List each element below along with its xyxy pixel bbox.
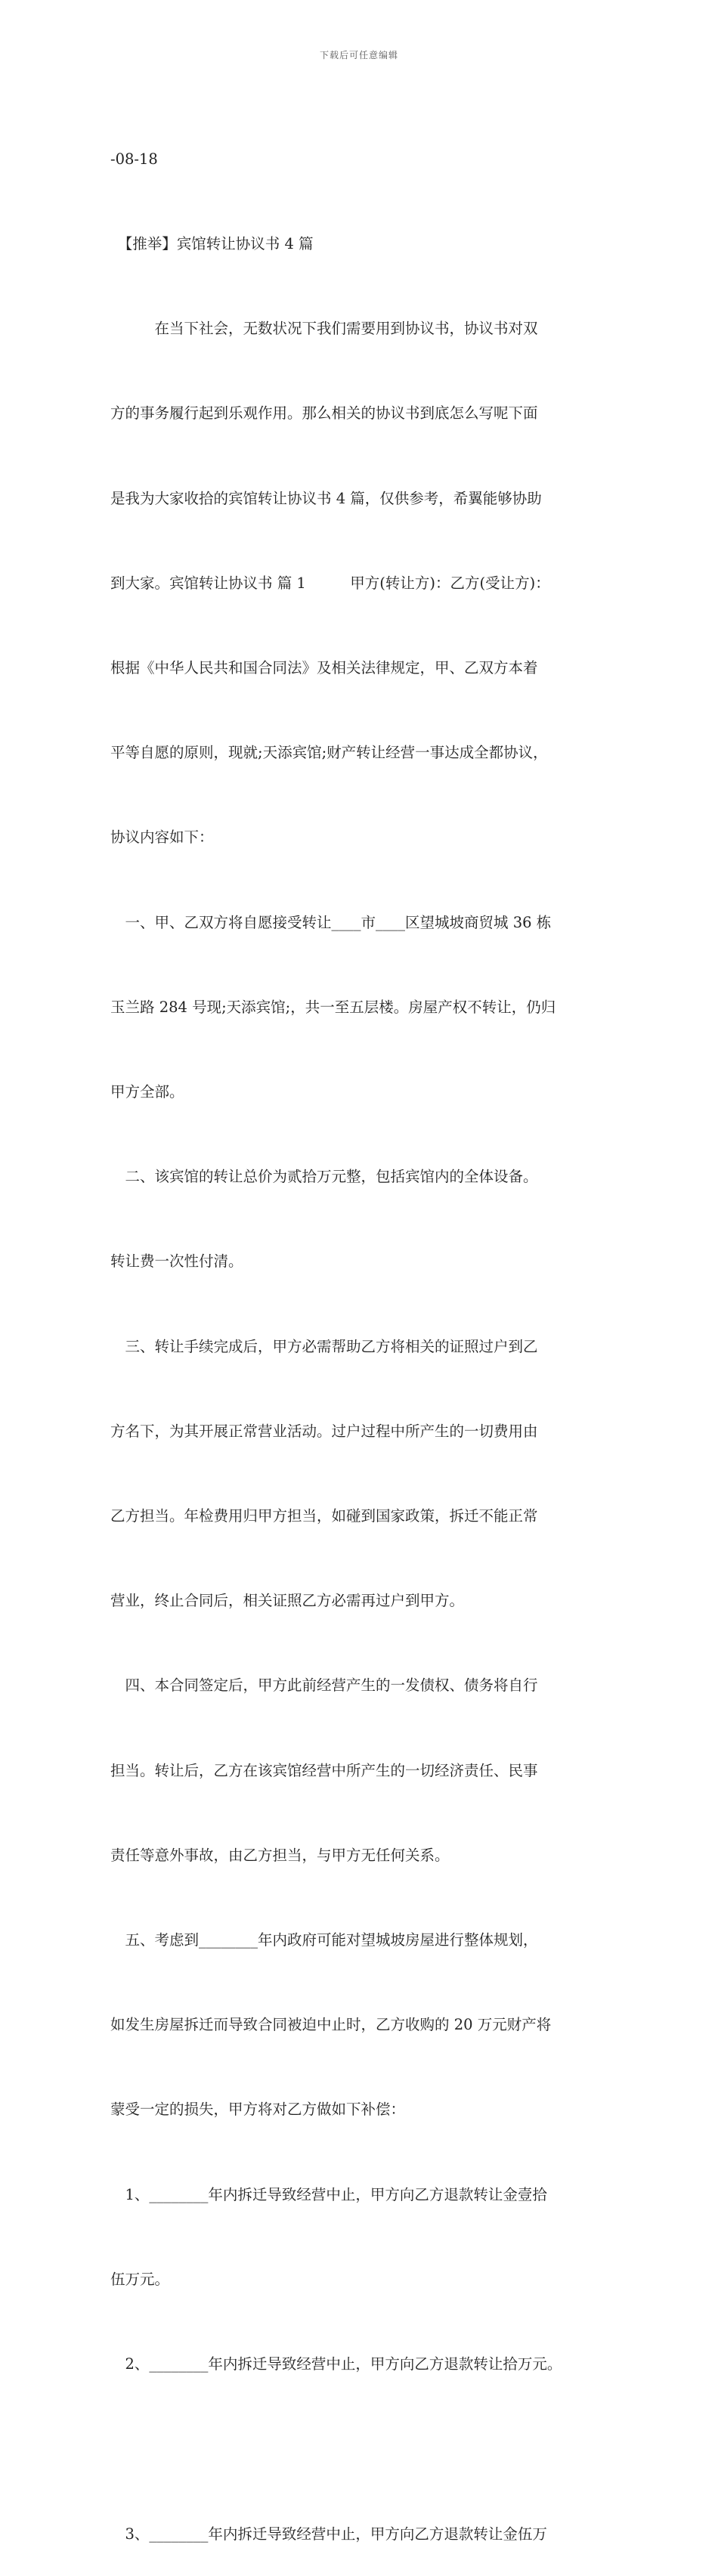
doc-line: 平等自愿的原则，现就;天添宾馆;财产转让经营一事达成全都协议，: [110, 744, 548, 762]
doc-line: 在当下社会，无数状况下我们需要用到协议书，协议书对双: [110, 320, 538, 338]
doc-line: 协议内容如下：: [110, 828, 214, 847]
doc-line: 乙方担当。年检费用归甲方担当，如碰到国家政策，拆迁不能正常: [110, 1507, 538, 1525]
doc-line: 3、________年内拆迁导致经营中止，甲方向乙方退款转让金伍万: [110, 2525, 547, 2543]
doc-line: 责任等意外事故，由乙方担当，与甲方无任何关系。: [110, 1846, 450, 1864]
doc-line: 转让费一次性付清。: [110, 1252, 243, 1271]
doc-line: -08-18: [110, 150, 158, 168]
doc-line: 三、转让手续完成后，甲方必需帮助乙方将相关的证照过户到乙: [110, 1337, 538, 1355]
document-body: [110, 88, 617, 2576]
doc-line: 方的事务履行起到乐观作用。那么相关的协议书到底怎么写呢下面: [110, 404, 538, 423]
doc-line: 是我为大家收拾的宾馆转让协议书 4 篇，仅供参考，希翼能够协助: [110, 489, 542, 507]
page-header-note: 下载后可任意编辑: [319, 50, 398, 60]
doc-line: 甲方全部。: [110, 1083, 184, 1101]
doc-line: 一、甲、乙双方将自愿接受转让____市____区望城坡商贸城 36 栋: [110, 913, 552, 931]
doc-line: 四、本合同签定后，甲方此前经营产生的一发债权、债务将自行: [110, 1677, 538, 1695]
doc-title: 【推举】宾馆转让协议书 4 篇: [110, 235, 314, 253]
doc-line: 到大家。宾馆转让协议书 篇 1 甲方(转让方)：乙方(受让方)：: [110, 574, 550, 592]
doc-line: 担当。转让后，乙方在该宾馆经营中所产生的一切经济责任、民事: [110, 1761, 538, 1779]
doc-line: 伍万元。: [110, 2270, 170, 2288]
doc-line: 营业，终止合同后，相关证照乙方必需再过户到甲方。: [110, 1592, 465, 1610]
blank-line: [110, 2435, 617, 2463]
doc-line: 如发生房屋拆迁而导致合同被迫中止时，乙方收购的 20 万元财产将: [110, 2016, 552, 2034]
doc-line: 方名下，为其开展正常营业活动。过户过程中所产生的一切费用由: [110, 1422, 538, 1440]
doc-line: 玉兰路 284 号现;天添宾馆;，共一至五层楼。房屋产权不转让，仍归: [110, 998, 556, 1016]
doc-line: 1、________年内拆迁导致经营中止，甲方向乙方退款转让金壹拾: [110, 2185, 547, 2203]
doc-line: 二、该宾馆的转让总价为贰拾万元整，包括宾馆内的全体设备。: [110, 1168, 538, 1186]
doc-line: 2、________年内拆迁导致经营中止，甲方向乙方退款转让拾万元。: [110, 2355, 562, 2373]
doc-line: 根据《中华人民共和国合同法》及相关法律规定，甲、乙双方本着: [110, 659, 538, 677]
doc-line: 五、考虑到________年内政府可能对望城坡房屋进行整体规划，: [110, 1931, 538, 1949]
doc-line: 蒙受一定的损失，甲方将对乙方做如下补偿：: [110, 2101, 406, 2119]
